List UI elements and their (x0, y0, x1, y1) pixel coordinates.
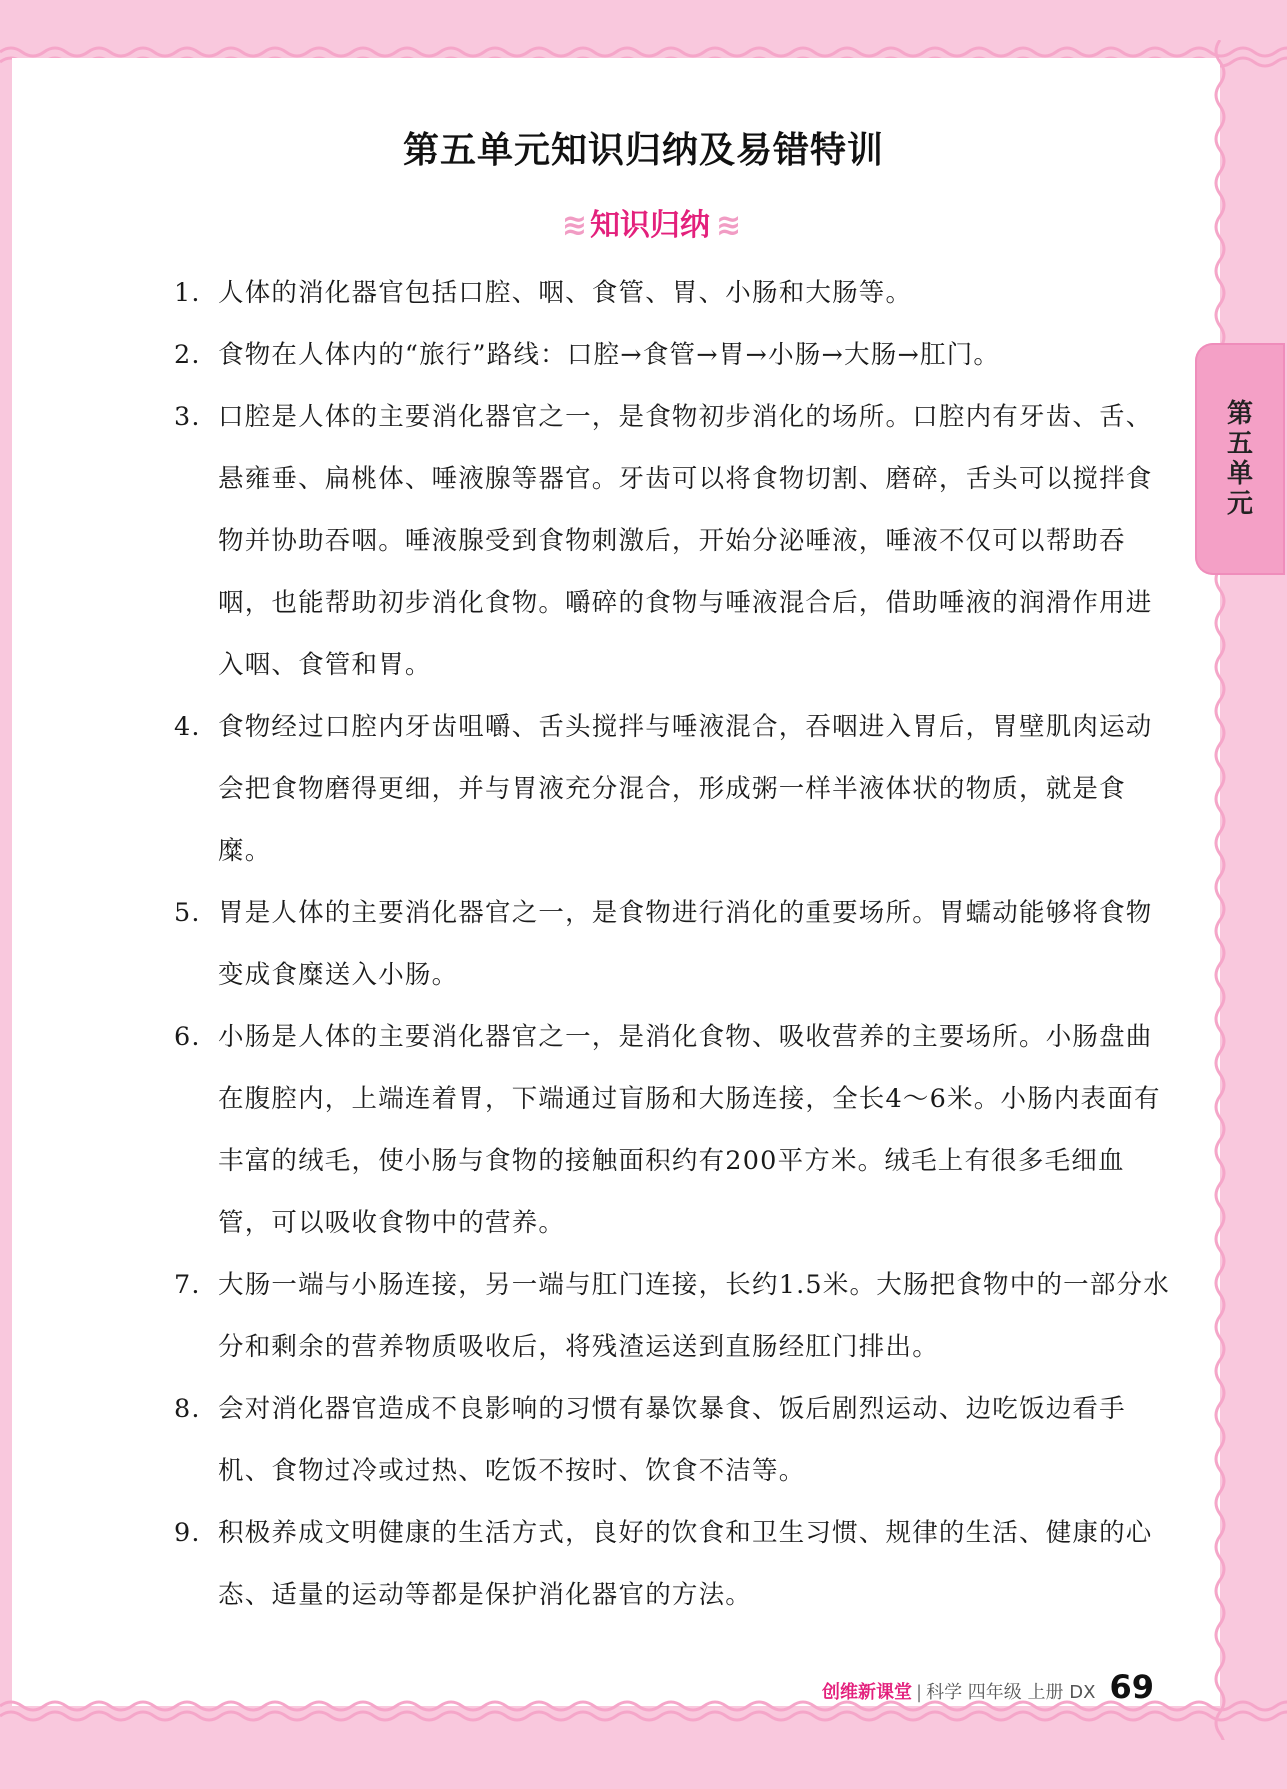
page-number: 69 (1109, 1668, 1154, 1706)
item-number: 5. (174, 898, 201, 928)
section-heading-text: 知识归纳 (590, 208, 710, 243)
item-text: 会对消化器官造成不良影响的习惯有暴饮暴食、饭后剧烈运动、边吃饭边看手机、食物过冷或过热、吃饭不按时、饮食不洁等。 (218, 1394, 1126, 1486)
item-text: 食物在人体内的“旅行”路线：口腔→食管→胃→小肠→大肠→肛门。 (218, 340, 1001, 370)
unit-side-tab-label: 第五单元 (1226, 399, 1253, 519)
item-text: 积极养成文明健康的生活方式，良好的饮食和卫生习惯、规律的生活、健康的心态、适量的运动等都是保护消化器官的方法。 (218, 1518, 1153, 1610)
list-item (174, 696, 1174, 882)
list-item (174, 386, 1174, 696)
item-text: 人体的消化器官包括口腔、咽、食管、胃、小肠和大肠等。 (218, 278, 913, 308)
item-text: 胃是人体的主要消化器官之一，是食物进行消化的重要场所。胃蠕动能够将食物变成食糜送入小肠。 (218, 898, 1153, 990)
list-item (174, 1502, 1174, 1626)
item-number: 9. (174, 1518, 201, 1548)
item-number: 8. (174, 1394, 201, 1424)
list-item (174, 324, 1174, 386)
list-item (174, 1006, 1174, 1254)
list-item (174, 1378, 1174, 1502)
item-number: 3. (174, 402, 201, 432)
page-footer (822, 1668, 1222, 1708)
item-number: 4. (174, 712, 201, 742)
item-number: 1. (174, 278, 201, 308)
list-item (174, 882, 1174, 1006)
unit-side-tab[interactable] (1195, 343, 1285, 575)
item-text: 大肠一端与小肠连接，另一端与肛门连接，长约1.5米。大肠把食物中的一部分水分和剩余的营养物质吸收后，将残渣运送到直肠经肛门排出。 (218, 1270, 1170, 1362)
footer-divider: | (916, 1682, 923, 1703)
item-text: 食物经过口腔内牙齿咀嚼、舌头搅拌与唾液混合，吞咽进入胃后，胃壁肌肉运动会把食物磨得更细，并与胃液充分混合，形成粥一样半液体状的物质，就是食糜。 (218, 712, 1153, 866)
list-item (174, 1254, 1174, 1378)
wave-deco-left-icon: ≋ (561, 208, 584, 243)
page-title: 第五单元知识归纳及易错特训 (402, 130, 884, 171)
item-number: 2. (174, 340, 201, 370)
item-text: 口腔是人体的主要消化器官之一，是食物初步消化的场所。口腔内有牙齿、舌、悬雍垂、扁桃体、唾液腺等器官。牙齿可以将食物切割、磨碎，舌头可以搅拌食物并协助吞咽。唾液腺受到食物刺激后，开始分泌唾液，唾液不仅可以帮助吞咽，也能帮助初步消化食物。嚼碎的食物与唾液混合后，借助唾液的润滑作用进入咽、食管和胃。 (218, 402, 1153, 680)
item-number: 6. (174, 1022, 201, 1052)
footer-brand: 创维新课堂 (822, 1682, 912, 1703)
list-item (174, 262, 1174, 324)
knowledge-list (174, 262, 1174, 1626)
footer-book-info: 科学 四年级 上册 DX (926, 1682, 1096, 1703)
item-number: 7. (174, 1270, 201, 1300)
section-heading (0, 200, 1287, 244)
item-text: 小肠是人体的主要消化器官之一，是消化食物、吸收营养的主要场所。小肠盘曲在腹腔内，上端连着胃，下端通过盲肠和大肠连接，全长4～6米。小肠内表面有丰富的绒毛，使小肠与食物的接触面积约有200平方米。绒毛上有很多毛细血管，可以吸收食物中的营养。 (218, 1022, 1161, 1238)
wave-deco-right-icon: ≋ (716, 208, 739, 243)
wavy-border-right (1200, 40, 1240, 1740)
